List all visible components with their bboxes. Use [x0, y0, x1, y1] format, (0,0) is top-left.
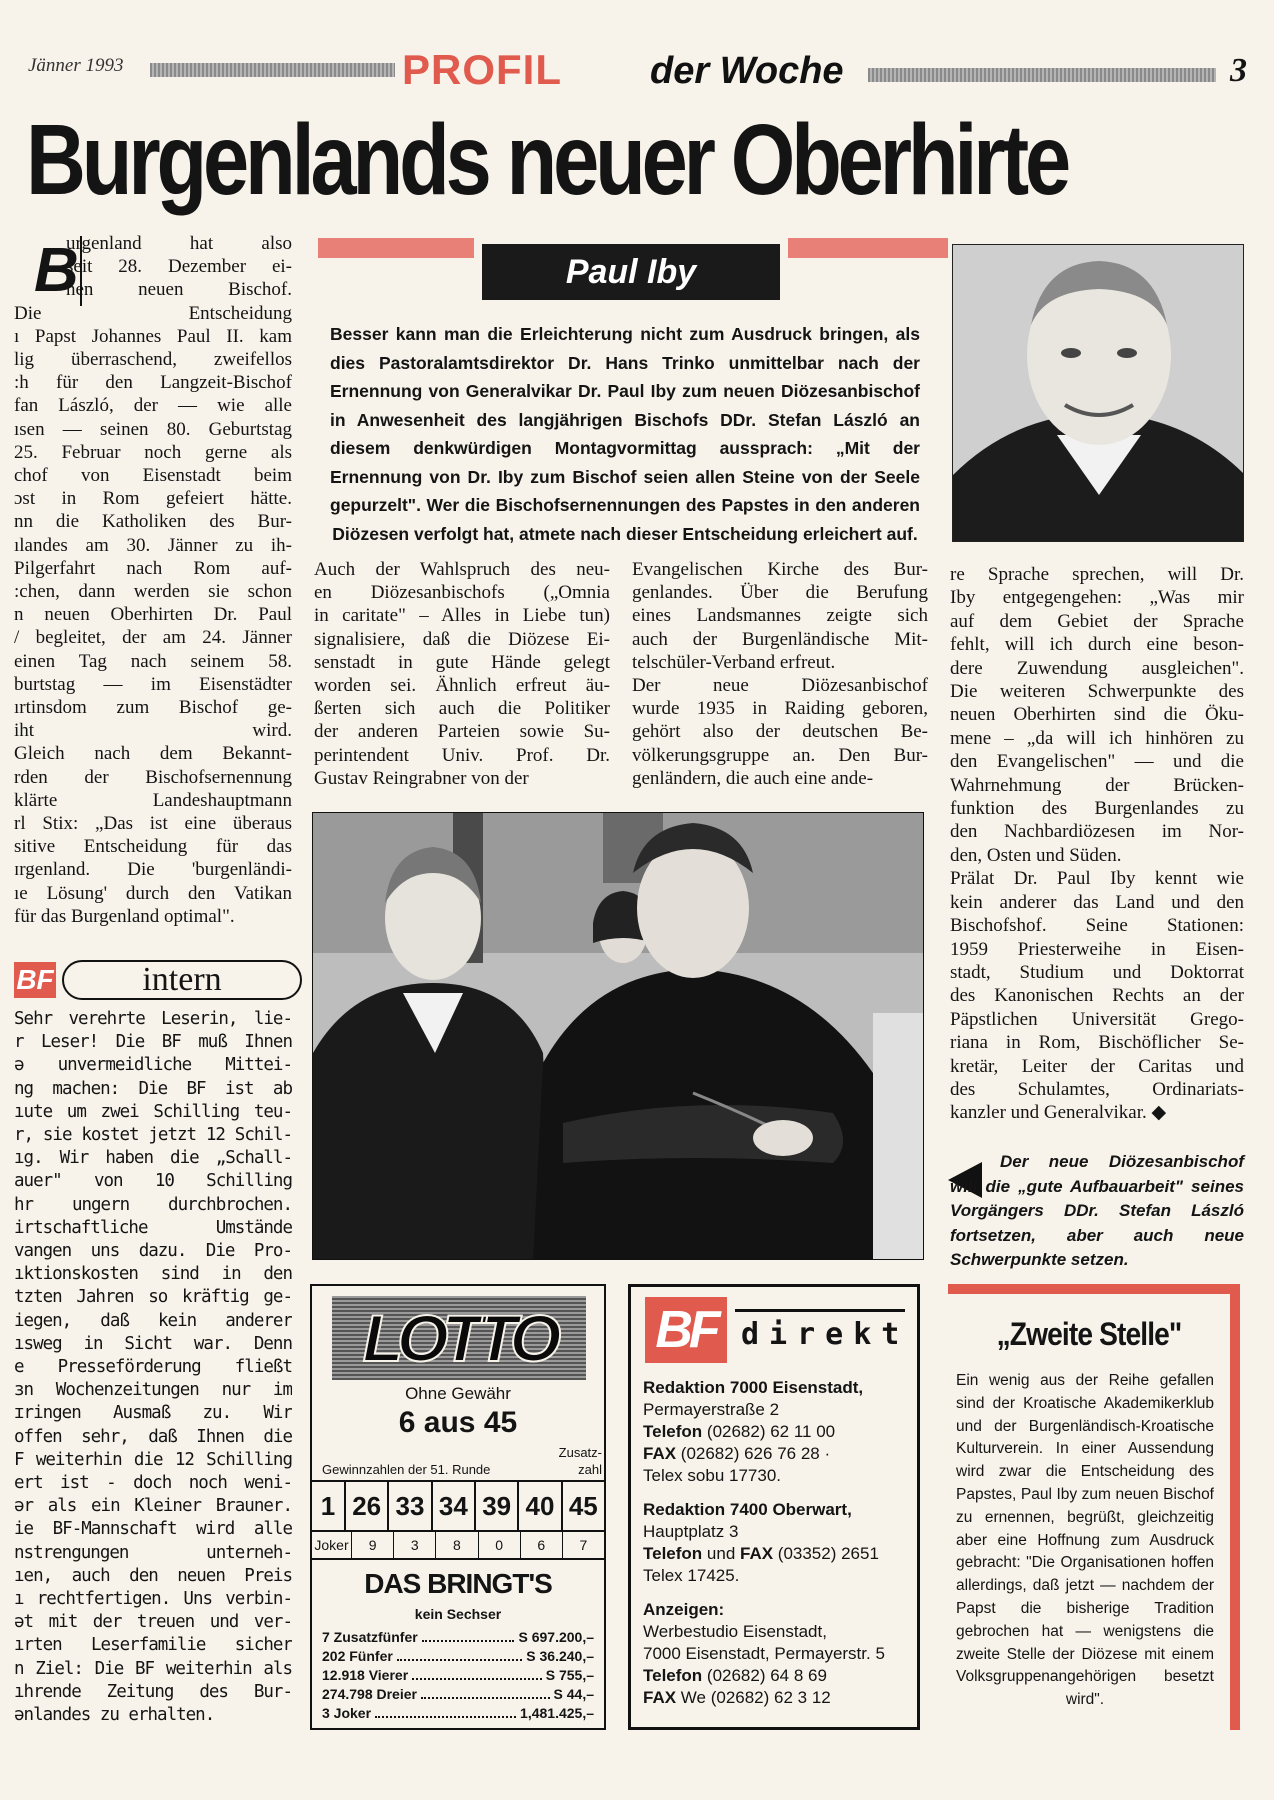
lotto-payout-row	[322, 1647, 594, 1666]
col1-line: urgenland hat also	[66, 233, 292, 254]
col4-line: stadt, Studium und Doktorrat	[950, 961, 1244, 983]
lotto-number: 1	[312, 1482, 346, 1530]
lotto-number: 26	[346, 1482, 389, 1530]
intern-line: e Presseförderung fließt	[14, 1357, 292, 1378]
direkt-bf-logo: BF	[645, 1297, 727, 1363]
lotto-logo: LOTTO	[362, 1301, 556, 1375]
lotto-box	[310, 1284, 606, 1730]
direkt-contact	[643, 1665, 913, 1687]
column-3-text	[632, 558, 928, 790]
col2-line: signalisiere, daß die Diözese Ei-	[314, 628, 610, 650]
portrait-photo	[952, 244, 1244, 542]
column-4-text	[950, 563, 1244, 1125]
masthead-rule-right	[868, 68, 1216, 82]
col1-line: sitive Entscheidung für das	[14, 836, 292, 858]
col4-line: Die weiteren Schwerpunkte des	[950, 681, 1244, 703]
direkt-blocks	[643, 1377, 913, 1721]
col3-line: wurde 1935 in Raiding geboren,	[632, 698, 928, 720]
intern-line: ɜn Wochenzeitungen nur im	[14, 1380, 292, 1401]
direkt-contact-value: (02682) 62 11 00	[702, 1422, 836, 1441]
direkt-contact	[643, 1543, 913, 1565]
lotto-payout-amount: S 44,–	[553, 1686, 594, 1702]
masthead-der-woche: der Woche	[650, 50, 844, 92]
intro-paragraph: Besser kann man die Erleichterung nicht zum Ausdruck bringen, als dies Pastoralamtsdirektor Dr. Hans Trinko unmittelbar nach der Ernennung von Generalvikar Dr. Paul Iby zum neuen Diözesanbischof in Anwesenheit des langjährigen Bischofs DDr. Stefan László an diesem denkwürdigen Montagvormittag aussprach: „Mit der Ernennung von Dr. Iby zum Bischof seien allen Steine von der Seele gepurzelt". Wer die Bischofsernennungen des Papstes in den anderen Diözesen verfolgt hat, atmete nach dieser Entscheidung erleichert auf.	[330, 324, 920, 544]
lotto-joker-digit: 9	[352, 1532, 394, 1558]
lotto-payout-label: 202 Fünfer	[322, 1648, 393, 1664]
intern-line: ng machen: Die BF ist ab	[14, 1078, 292, 1099]
lotto-gewinnzahlen-label: Gewinnzahlen der 51. Runde	[322, 1462, 491, 1477]
lotto-payout-leader	[422, 1640, 515, 1642]
name-banner: Paul Iby	[482, 244, 780, 300]
intern-line: hr ungern durchbrochen.	[14, 1194, 292, 1215]
intern-line: ıktionskosten sind in den	[14, 1264, 292, 1285]
intern-line: tzten Jahren so kräftig ge-	[14, 1287, 292, 1308]
col2-line: senstadt in gute Hände gelegt	[314, 651, 610, 673]
col4-line: 1959 Priesterweihe in Eisen-	[950, 938, 1244, 960]
zweite-text: Ein wenig aus der Reihe gefallen sind der Kroatische Akademikerklub und der Burgenländisch-Kroatische Kulturverein. In einer Aussendung wird zwar die Entscheidung des Papstes, Paul Iby zum neuen Bischof zu ernennen, begrüßt, gleichzeitig aber eine Hoffnung zum Ausdruck gebracht: "Die Organisationen hoffen allerdings, daß jetzt — nachdem der Papst die bisherige Tradition gebrochen hat — wenigstens die zweite Stelle der Diözese mit einem Volksgruppenangehörigen besetzt wird".	[956, 1372, 1214, 1709]
col3-line: gehört also der deutschen Be-	[632, 721, 928, 743]
col4-line: Iby entgegengehen: „Was mir	[950, 587, 1244, 609]
col1-line: fan László, der — wie alle	[14, 395, 292, 417]
col4-line: funktion des Burgenlandes zu	[950, 798, 1244, 820]
intern-line: ıg. Wir haben die „Schall-	[14, 1148, 292, 1169]
direkt-box	[628, 1284, 920, 1730]
intern-line: offen sehr, daß Ihnen die	[14, 1426, 292, 1447]
group-photo	[312, 812, 924, 1260]
lotto-payout-row	[322, 1628, 594, 1647]
intern-line: F weiterhin die 12 Schilling	[14, 1449, 292, 1470]
lotto-payout-amount: S 36.240,–	[526, 1648, 594, 1664]
zweite-title: „Zweite Stelle"	[996, 1316, 1182, 1352]
lotto-joker-digit: 3	[394, 1532, 436, 1558]
col4-line: Päpstlichen Universität Grego-	[950, 1008, 1244, 1030]
intern-line: n Ziel: Die BF weiterhin als	[14, 1658, 292, 1679]
intern-line: ırten Leserfamilie sicher	[14, 1635, 292, 1656]
direkt-contact	[643, 1687, 913, 1709]
col4-line: des Schulamtes, Ordinariats-	[950, 1078, 1244, 1100]
photo-caption: Der neue Diözesanbischof will die „gute Aufbauarbeit" seines Vorgängers DDr. Stefan László fortsetzen, aber auch neue Schwerpunkte setzen.	[950, 1152, 1244, 1269]
direkt-block-heading: Redaktion 7000 Eisenstadt,	[643, 1378, 864, 1397]
col4-line: auf dem Gebiet der Sprache	[950, 610, 1244, 632]
intern-line: ənlandes zu erhalten.	[14, 1705, 215, 1726]
col2-line: der anderen Parteien sowie Su-	[314, 721, 610, 743]
col3-line: genländern, die auch eine ande-	[632, 767, 874, 789]
col2-line: worden sei. Ähnlich erfreut äu-	[314, 675, 610, 697]
lotto-ohne-gewaehr: Ohne Gewähr	[405, 1384, 511, 1403]
intern-line: Sehr verehrte Leserin, lie-	[14, 1009, 292, 1029]
lotto-payout-leader	[397, 1659, 522, 1661]
lotto-payout-label: 7 Zusatzfünfer	[322, 1629, 418, 1645]
intern-line: ı rechtfertigen. Uns verbin-	[14, 1589, 292, 1610]
lotto-numbers-row	[312, 1480, 604, 1532]
intern-line: ə unvermeidliche Mittei-	[14, 1055, 292, 1076]
col3-line: auch der Burgenländische Mit-	[632, 628, 928, 650]
lotto-payouts	[322, 1628, 594, 1723]
direkt-block-heading: Anzeigen:	[643, 1600, 725, 1619]
col3-line: Der neue Diözesanbischof	[632, 675, 928, 697]
col1-line: ılandes am 30. Jänner zu ih-	[14, 534, 292, 556]
lotto-payout-row	[322, 1666, 594, 1685]
intern-line: ie BF-Mannschaft wird alle	[14, 1519, 292, 1540]
lotto-payout-label: 12.918 Vierer	[322, 1667, 409, 1683]
col1-line: rl Stix: „Das ist eine überaus	[14, 813, 292, 835]
col1-line: für das Burgenland optimal".	[14, 905, 235, 927]
col1-line: :chen, dann werden sie schon	[14, 581, 292, 603]
direkt-block-line: 7000 Eisenstadt, Permayerstr. 5	[643, 1644, 885, 1663]
col4-line: neuen Oberhirten sind die Öku-	[950, 704, 1244, 726]
col1-line: 25. Februar noch gerne als	[14, 441, 292, 463]
direkt-rule	[735, 1309, 905, 1312]
lotto-payout-leader	[375, 1716, 516, 1718]
lotto-payout-row	[322, 1685, 594, 1704]
intern-line: ıhrende Zeitung des Bur-	[14, 1681, 292, 1702]
col4-line: re Sprache sprechen, will Dr.	[950, 564, 1244, 585]
col4-line: den Nachbardiözesen im Nor-	[950, 821, 1244, 843]
direkt-block-extra: Telex sobu 17730.	[643, 1466, 781, 1485]
col1-line: Die Entscheidung	[14, 302, 292, 324]
lotto-joker-digit: 8	[436, 1532, 478, 1558]
col4-line: Bischofshof. Seine Stationen:	[950, 915, 1244, 937]
lotto-payout-amount: 1,481.425,–	[520, 1705, 594, 1721]
direkt-contact-label: FAX	[643, 1444, 677, 1463]
accent-bar-left	[318, 238, 474, 258]
direkt-contact-label: FAX	[740, 1544, 774, 1563]
intern-line: ısweg in Sicht war. Denn	[14, 1333, 292, 1354]
headline: Burgenlands neuer Oberhirte	[26, 104, 1067, 216]
col1-line: einen Tag nach seinem 58.	[14, 650, 292, 672]
intern-line: auer" von 10 Schilling	[14, 1171, 292, 1192]
direkt-block-line: Permayerstraße 2	[643, 1400, 780, 1419]
direkt-block-extra: Telex 17425.	[643, 1566, 740, 1585]
lotto-number: 45	[568, 1490, 598, 1521]
accent-bar-right	[788, 238, 948, 258]
col1-line: / begleitet, der am 24. Jänner	[14, 627, 292, 649]
direkt-contact-value: und	[702, 1544, 740, 1563]
col1-line: nn die Katholiken des Bur-	[14, 511, 292, 533]
col2-line: Gustav Reingrabner von der	[314, 767, 529, 789]
intern-line: ert ist - doch noch weni-	[14, 1473, 292, 1494]
col3-line: telschüler-Verband erfreut.	[632, 651, 836, 673]
zweite-box	[948, 1284, 1240, 1730]
direkt-block	[643, 1499, 913, 1587]
col1-line: klärte Landeshauptmann	[14, 789, 292, 811]
column-2-text	[314, 558, 610, 790]
intern-line: ɪringen Ausmaß zu. Wir	[14, 1403, 292, 1424]
lotto-joker-digit: 6	[521, 1532, 563, 1558]
col1-line: n neuen Oberhirten Dr. Paul	[14, 604, 292, 626]
col4-line: den Evangelischen" — und die	[950, 751, 1244, 773]
col1-line: rden der Bischofsernennung	[14, 766, 292, 788]
direkt-block-heading: Redaktion 7400 Oberwart,	[643, 1500, 852, 1519]
intern-line: r Leser! Die BF muß Ihnen	[14, 1032, 292, 1053]
lotto-payout-leader	[421, 1697, 550, 1699]
intern-bf-logo: BF	[14, 962, 56, 998]
intern-text	[14, 1008, 292, 1727]
col4-line: dere Zuwendung ausgleichen".	[950, 657, 1244, 679]
lotto-number: 33	[389, 1482, 432, 1530]
direkt-contact-value: (02682) 64 8 69	[702, 1666, 827, 1685]
direkt-contact	[643, 1421, 913, 1443]
masthead-profil: PROFIL	[402, 46, 562, 93]
col1-line: ı Papst Johannes Paul II. kam	[14, 325, 292, 347]
col4-line: kein anderer das Land und den	[950, 891, 1244, 913]
col1-line: :h für den Langzeit-Bischof	[14, 372, 292, 394]
col1-line: ıe Lösung' durch den Vatikan	[14, 882, 292, 904]
col4-line: mene – „da will ich hinhören zu	[950, 727, 1244, 749]
lotto-das-bringts: DAS BRINGT'S	[364, 1568, 552, 1599]
col3-line: eines Landsmannes zeigte sich	[632, 605, 928, 627]
lotto-payout-label: 3 Joker	[322, 1705, 372, 1721]
page-number: 3	[1230, 52, 1247, 89]
col4-line: den, Osten und Süden.	[950, 844, 1122, 866]
direkt-block	[643, 1377, 913, 1487]
col1-line: Pilgerfahrt nach Rom auf-	[14, 557, 292, 579]
lotto-payout-row	[322, 1704, 594, 1723]
col4-line: kretär, Leiter der Caritas und	[950, 1055, 1244, 1077]
intern-line: ət mit der treuen und ver-	[14, 1612, 292, 1633]
direkt-block-line: Hauptplatz 3	[643, 1522, 739, 1541]
col1-line: nen neuen Bischof.	[66, 279, 292, 301]
lotto-payout-label: 274.798 Dreier	[322, 1686, 417, 1702]
masthead-rule-left	[150, 63, 395, 77]
intern-title: intern	[62, 960, 302, 1000]
intern-line: vangen uns dazu. Die Pro-	[14, 1241, 292, 1262]
drop-cap: B	[32, 236, 82, 306]
direkt-contact-label: Telefon	[643, 1544, 703, 1563]
col2-line: Auch der Wahlspruch des neu-	[314, 559, 610, 580]
intern-line: r, sie kostet jetzt 12 Schil-	[14, 1125, 292, 1146]
direkt-contact-value: (02682) 626 76 28 ·	[676, 1444, 831, 1463]
col1-line: ɔst in Rom gefeiert hätte.	[14, 488, 292, 510]
col1-line: seit 28. Dezember ei-	[66, 256, 292, 278]
col1-line: ısen — seinen 80. Geburtstag	[14, 418, 292, 440]
intern-line: irtschaftliche Umstände	[14, 1217, 292, 1238]
col1-line: Gleich nach dem Bekannt-	[14, 743, 292, 765]
direkt-contact	[643, 1443, 913, 1465]
lotto-number: 40	[519, 1482, 562, 1530]
lotto-payout-amount: S 755,–	[545, 1667, 594, 1683]
col1-line: lig überraschend, zweifellos	[14, 349, 292, 371]
col1-line: ırtinsdom zum Bischof ge-	[14, 697, 292, 719]
lotto-joker-digit: 0	[479, 1532, 521, 1558]
col2-line: perintendent Univ. Prof. Dr.	[314, 744, 610, 766]
lotto-payout-amount: S 697.200,–	[518, 1629, 594, 1645]
direkt-contact-label: Telefon	[643, 1422, 703, 1441]
lotto-game: 6 aus 45	[398, 1406, 518, 1439]
intern-line: ıute um zwei Schilling teu-	[14, 1101, 292, 1122]
col3-line: völkerungsgruppe an. Den Bur-	[632, 744, 928, 766]
col2-line: en Diözesanbischofs („Omnia	[314, 582, 610, 604]
intern-line: iegen, daß kein anderer	[14, 1310, 292, 1331]
direkt-contact-label: FAX	[643, 1688, 677, 1707]
lotto-joker-row	[312, 1532, 604, 1560]
col4-line: fehlt, will ich durch eine beson-	[950, 634, 1244, 656]
col4-line: riana in Rom, Bischöflicher Se-	[950, 1032, 1244, 1054]
lotto-payout-leader	[412, 1678, 542, 1680]
col2-line: ßerten sich auch die Politiker	[314, 698, 610, 720]
direkt-contact-value: We (02682) 62 3 12	[676, 1688, 831, 1707]
col1-line: ɪrgenland. Die 'burgenländi-	[14, 859, 292, 881]
col2-line: in caritate" – Alles in Liebe tun)	[314, 605, 610, 627]
lotto-zusatzzahl-label: Zusatz- zahl	[558, 1445, 602, 1477]
lotto-kein-sechser: kein Sechser	[414, 1606, 502, 1622]
col4-line: kanzler und Generalvikar. ◆	[950, 1102, 1167, 1124]
col3-line: genlandes. Über die Berufung	[632, 582, 928, 604]
col1-line: chof von Eisenstadt beim	[14, 465, 292, 487]
direkt-block	[643, 1599, 913, 1709]
direkt-contact-label: Telefon	[643, 1666, 703, 1685]
col1-line: iht wird.	[14, 720, 292, 742]
direkt-contact-value: (03352) 2651	[773, 1544, 879, 1563]
col4-line: Prälat Dr. Paul Iby kennt wie	[950, 868, 1244, 890]
intern-line: nstrengungen unterneh-	[14, 1542, 292, 1563]
intern-header	[14, 960, 292, 1002]
lotto-joker-label: Joker	[312, 1532, 352, 1558]
column-1	[14, 232, 292, 928]
col4-line: des Kanonischen Rechts an der	[950, 985, 1244, 1007]
intern-line: ıen, auch den neuen Preis	[14, 1565, 292, 1586]
lotto-number: 34	[433, 1482, 476, 1530]
direkt-block-line: Werbestudio Eisenstadt,	[643, 1622, 827, 1641]
col3-line: Evangelischen Kirche des Bur-	[632, 559, 928, 580]
lotto-joker-digit: 7	[579, 1537, 588, 1553]
intern-line: ər als ein Kleiner Brauner.	[14, 1496, 292, 1517]
lotto-number: 39	[476, 1482, 519, 1530]
column-1-text	[14, 232, 292, 928]
masthead-date: Jänner 1993	[28, 55, 124, 76]
col1-line: burtstag — im Eisenstädter	[14, 673, 292, 695]
col4-line: Wahrnehmung der Brücken-	[950, 774, 1244, 796]
direkt-title: direkt	[741, 1317, 910, 1352]
